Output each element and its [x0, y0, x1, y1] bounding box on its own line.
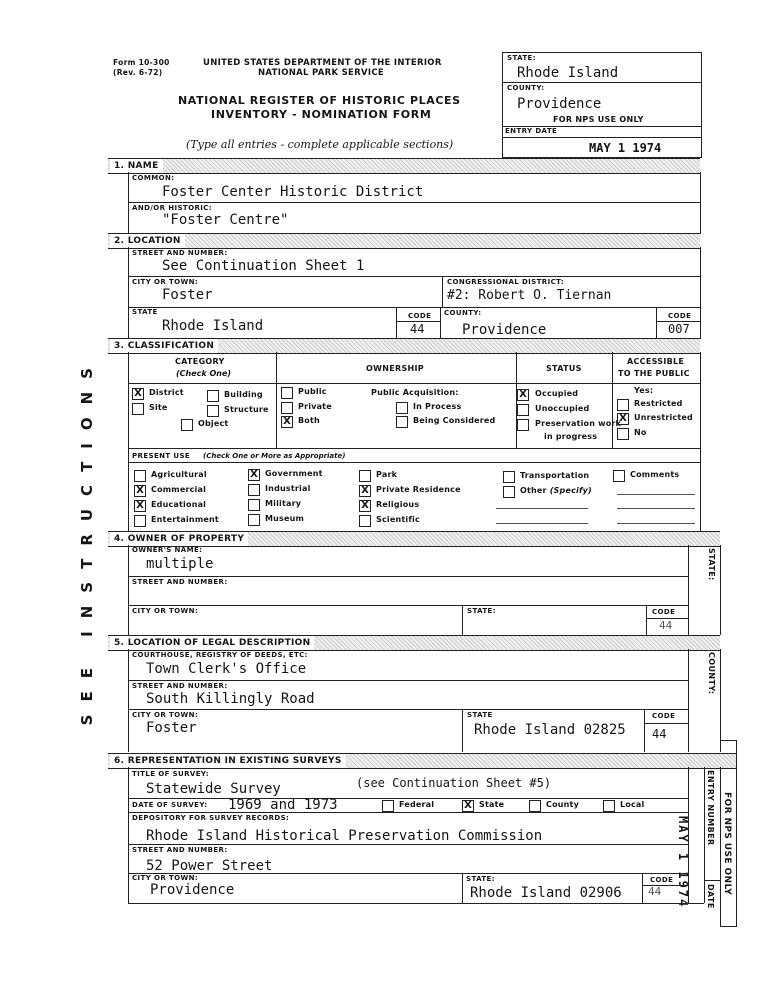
section-2-title: 2. LOCATION: [110, 234, 185, 248]
survey-title: Statewide Survey: [146, 781, 281, 797]
depository: Rhode Island Historical Preservation Commission: [146, 828, 543, 844]
location-city-label: CITY OR TOWN:: [132, 278, 199, 286]
comments-checkbox[interactable]: [613, 470, 625, 482]
both-label: Both: [298, 416, 320, 425]
entry-date-side-label: DATE: [706, 884, 715, 909]
other-checkbox[interactable]: [503, 486, 515, 498]
section-6-bar: [108, 753, 736, 769]
private-label: Private: [298, 402, 332, 411]
religious-checkbox[interactable]: X: [359, 500, 371, 512]
building-label: Building: [224, 390, 263, 399]
location-city: Foster: [162, 287, 213, 303]
type-instructions: (Type all entries - complete applicable sections): [186, 138, 454, 151]
museum-checkbox[interactable]: [248, 514, 260, 526]
section-6-title: 6. REPRESENTATION IN EXISTING SURVEYS: [110, 754, 346, 768]
being-considered-checkbox[interactable]: [396, 416, 408, 428]
object-checkbox[interactable]: [181, 419, 193, 431]
survey-code: 44: [648, 885, 662, 898]
survey-state-label: STATE:: [466, 875, 495, 883]
form-revision: (Rev. 6-72): [113, 68, 163, 77]
accessible-header-2: TO THE PUBLIC: [618, 369, 690, 378]
museum-label: Museum: [265, 514, 305, 523]
service-name: NATIONAL PARK SERVICE: [258, 68, 384, 78]
legal-code-label: CODE: [652, 712, 676, 720]
legal-side-county: COUNTY:: [707, 652, 716, 695]
legal-state: Rhode Island 02825: [474, 722, 626, 738]
survey-state: Rhode Island 02906: [470, 885, 622, 901]
local-survey-label: Local: [620, 800, 645, 809]
owner-name-label: OWNER'S NAME:: [132, 546, 203, 554]
legal-state-label: STATE: [467, 711, 493, 719]
owner-code-label: CODE: [652, 608, 676, 616]
scientific-label: Scientific: [376, 515, 420, 524]
legal-code: 44: [652, 727, 667, 741]
courthouse-label: COURTHOUSE, REGISTRY OF DEEDS, ETC:: [132, 651, 308, 659]
scientific-checkbox[interactable]: [359, 515, 371, 527]
form-subtitle: INVENTORY - NOMINATION FORM: [211, 108, 432, 121]
object-label: Object: [198, 419, 229, 428]
access-no-checkbox[interactable]: [617, 428, 629, 440]
military-checkbox[interactable]: [248, 499, 260, 511]
form-title: NATIONAL REGISTER OF HISTORIC PLACES: [178, 94, 461, 107]
common-name: Foster Center Historic District: [162, 184, 424, 200]
historic-name: "Foster Centre": [162, 212, 289, 228]
private-residence-label: Private Residence: [376, 485, 461, 494]
occupied-label: Occupied: [535, 389, 579, 398]
site-checkbox[interactable]: [132, 403, 144, 415]
category-sub: (Check One): [176, 369, 232, 378]
commercial-label: Commercial: [151, 485, 207, 494]
unrestricted-label: Unrestricted: [634, 413, 693, 422]
access-yes-label: Yes:: [634, 386, 654, 395]
local-survey-checkbox[interactable]: [603, 800, 615, 812]
state-survey-label: State: [479, 800, 505, 809]
entry-number-label: ENTRY NUMBER: [706, 770, 715, 846]
owner-state-label: STATE:: [467, 607, 496, 615]
present-use-sub: (Check One or More as Appropriate): [203, 452, 346, 460]
preservation-label-2: in progress: [544, 432, 598, 441]
survey-code-label: CODE: [650, 876, 674, 884]
owner-street-label: STREET AND NUMBER:: [132, 578, 228, 586]
survey-street-label: STREET AND NUMBER:: [132, 846, 228, 854]
other-label: [520, 486, 592, 495]
building-checkbox[interactable]: [207, 390, 219, 402]
owner-city-label: CITY OR TOWN:: [132, 607, 199, 615]
site-label: Site: [149, 403, 168, 412]
transportation-checkbox[interactable]: [503, 471, 515, 483]
section-2-bar: [108, 233, 700, 249]
government-checkbox[interactable]: X: [248, 469, 260, 481]
county-code-label: CODE: [668, 312, 692, 320]
location-street: See Continuation Sheet 1: [162, 258, 365, 274]
county-survey-label: County: [546, 800, 579, 809]
commercial-checkbox[interactable]: X: [134, 485, 146, 497]
other-label-text: Other: [520, 486, 547, 495]
legal-street-label: STREET AND NUMBER:: [132, 682, 228, 690]
form-number: Form 10-300: [113, 58, 170, 67]
private-residence-checkbox[interactable]: X: [359, 485, 371, 497]
survey-city: Providence: [150, 882, 235, 898]
county-code: 007: [668, 322, 690, 336]
occupied-checkbox[interactable]: X: [517, 389, 529, 401]
nps-state-value: Rhode Island: [517, 65, 619, 81]
location-county: Providence: [462, 322, 547, 338]
public-checkbox[interactable]: [281, 387, 293, 399]
agricultural-label: Agricultural: [151, 470, 207, 479]
restricted-label: Restricted: [634, 399, 683, 408]
status-header: STATUS: [546, 364, 582, 373]
owner-name: multiple: [146, 556, 214, 572]
structure-label: Structure: [224, 405, 269, 414]
preservation-label: Preservation work: [535, 419, 622, 428]
state-code: 44: [410, 322, 425, 336]
see-continuation-5: (see Continuation Sheet #5): [356, 776, 552, 790]
location-street-label: STREET AND NUMBER:: [132, 249, 228, 257]
nps-county-label: COUNTY:: [507, 84, 545, 92]
restricted-checkbox[interactable]: [617, 399, 629, 411]
state-code-label: CODE: [408, 312, 432, 320]
military-label: Military: [265, 499, 302, 508]
depository-label: DEPOSITORY FOR SURVEY RECORDS:: [132, 814, 290, 822]
survey-entry-stamp: MAY 1 1974: [676, 816, 690, 909]
section-5-title: 5. LOCATION OF LEGAL DESCRIPTION: [110, 636, 314, 650]
legal-city: Foster: [146, 720, 197, 736]
owner-code: 44: [659, 619, 673, 632]
ownership-header: OWNERSHIP: [366, 364, 424, 373]
survey-city-label: CITY OR TOWN:: [132, 874, 199, 882]
location-state-label: STATE: [132, 308, 158, 316]
owner-side-state: STATE:: [707, 548, 716, 581]
other-specify-hint: (Specify): [549, 486, 592, 495]
nps-county-value: Providence: [517, 96, 602, 112]
survey-date: 1969 and 1973: [228, 797, 338, 813]
entertainment-checkbox[interactable]: [134, 515, 146, 527]
congressional-label: CONGRESSIONAL DISTRICT:: [447, 278, 565, 286]
government-label: Government: [265, 469, 323, 478]
accessible-header: ACCESSIBLE: [627, 357, 685, 366]
common-label: COMMON:: [132, 174, 175, 182]
industrial-checkbox[interactable]: [248, 484, 260, 496]
in-process-checkbox[interactable]: [396, 402, 408, 414]
district-label: District: [149, 388, 184, 397]
agricultural-checkbox[interactable]: [134, 470, 146, 482]
section-1-title: 1. NAME: [110, 159, 163, 173]
location-county-label: COUNTY:: [444, 309, 482, 317]
see-instructions: SEE INSTRUCTIONS: [78, 355, 96, 726]
in-process-label: In Process: [413, 402, 462, 411]
both-checkbox[interactable]: X: [281, 416, 293, 428]
public-acquisition-label: Public Acquisition:: [371, 388, 459, 397]
public-label: Public: [298, 387, 327, 396]
county-survey-checkbox[interactable]: [529, 800, 541, 812]
religious-label: Religious: [376, 500, 420, 509]
unrestricted-checkbox[interactable]: X: [617, 413, 629, 425]
location-state: Rhode Island: [162, 318, 264, 334]
survey-title-label: TITLE OF SURVEY:: [132, 770, 209, 778]
survey-street: 52 Power Street: [146, 858, 273, 874]
for-nps-use-only: FOR NPS USE ONLY: [553, 115, 644, 124]
educational-checkbox[interactable]: X: [134, 500, 146, 512]
park-checkbox[interactable]: [359, 470, 371, 482]
section-4-bar: [108, 531, 720, 547]
section-4-title: 4. OWNER OF PROPERTY: [110, 532, 248, 546]
being-considered-label: Being Considered: [413, 416, 496, 425]
nps-state-label: STATE:: [507, 54, 536, 62]
unoccupied-label: Unoccupied: [535, 404, 590, 413]
park-label: Park: [376, 470, 398, 479]
present-use-label: PRESENT USE: [132, 452, 191, 460]
survey-date-label: DATE OF SURVEY:: [132, 801, 208, 809]
courthouse: Town Clerk's Office: [146, 661, 307, 677]
unoccupied-checkbox[interactable]: [517, 404, 529, 416]
structure-checkbox[interactable]: [207, 405, 219, 417]
section-5-bar: [108, 635, 720, 651]
nps-use-box: [502, 52, 702, 158]
section-3-title: 3. CLASSIFICATION: [110, 339, 218, 353]
legal-city-label: CITY OR TOWN:: [132, 711, 199, 719]
entertainment-label: Entertainment: [151, 515, 219, 524]
department-name: UNITED STATES DEPARTMENT OF THE INTERIOR: [203, 58, 442, 68]
access-no-label: No: [634, 428, 647, 437]
entry-date-stamp: MAY 1 1974: [589, 141, 662, 155]
entry-date-label: ENTRY DATE: [505, 127, 558, 135]
category-header: CATEGORY: [175, 357, 225, 366]
federal-checkbox[interactable]: [382, 800, 394, 812]
for-nps-use-side: FOR NPS USE ONLY: [722, 792, 732, 896]
comments-label: Comments: [630, 470, 680, 479]
historic-label: AND/OR HISTORIC:: [132, 204, 212, 212]
federal-label: Federal: [399, 800, 435, 809]
private-checkbox[interactable]: [281, 402, 293, 414]
district-checkbox[interactable]: X: [132, 388, 144, 400]
transportation-label: Transportation: [520, 471, 590, 480]
industrial-label: Industrial: [265, 484, 311, 493]
state-survey-checkbox[interactable]: X: [462, 800, 474, 812]
educational-label: Educational: [151, 500, 207, 509]
congressional-district: #2: Robert O. Tiernan: [447, 288, 612, 303]
legal-street: South Killingly Road: [146, 691, 315, 707]
preservation-checkbox[interactable]: [517, 419, 529, 431]
section-1-bar: [108, 158, 700, 174]
